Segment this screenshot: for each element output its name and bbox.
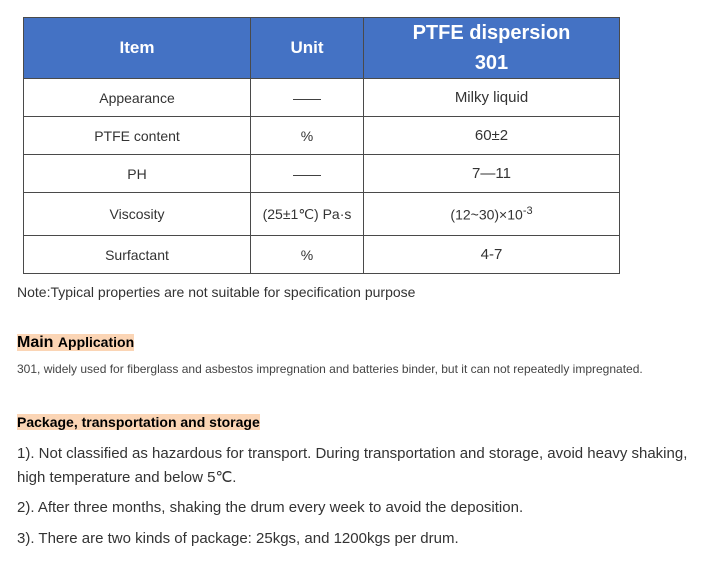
header-item: Item <box>24 18 251 79</box>
row-value: Milky liquid <box>364 79 620 117</box>
main-application-heading <box>17 334 134 352</box>
viscosity-exponent: -3 <box>522 205 533 218</box>
header-product-line1: PTFE dispersion <box>412 22 571 44</box>
viscosity-value: (12~30)×10 <box>450 206 523 223</box>
header-unit: Unit <box>251 18 364 79</box>
row-item: PH <box>24 155 251 193</box>
main-application-text: 301, widely used for fiberglass and asbestos impregnation and batteries binder, but it can not repeatedly impregnated. <box>17 362 643 376</box>
properties-table <box>23 17 620 274</box>
row-unit: % <box>251 236 364 274</box>
row-value: 60±2 <box>364 117 620 155</box>
package-heading <box>17 414 260 430</box>
table-row <box>24 236 620 274</box>
row-item: PTFE content <box>24 117 251 155</box>
table-row <box>24 155 620 193</box>
row-unit: (25±1℃) Pa·s <box>251 193 364 236</box>
row-unit: % <box>251 117 364 155</box>
table-row <box>24 117 620 155</box>
table-note: Note:Typical properties are not suitable for specification purpose <box>17 284 416 300</box>
package-heading-text: Package, transportation and storage <box>17 414 260 430</box>
row-item: Viscosity <box>24 193 251 236</box>
row-value <box>364 193 620 236</box>
main-application-heading-rest: Application <box>57 334 135 350</box>
row-unit: —— <box>251 79 364 117</box>
package-item: 1). Not classified as hazardous for transport. During transportation and storage, avoid heavy shaking, high temperature and below 5℃. <box>17 445 688 486</box>
package-item: 2). After three months, shaking the drum every week to avoid the deposition. <box>17 499 524 516</box>
table-row <box>24 193 620 236</box>
row-item: Surfactant <box>24 236 251 274</box>
header-product <box>364 18 620 79</box>
header-product-line2: 301 <box>474 52 509 74</box>
row-value: 4-7 <box>364 236 620 274</box>
row-unit: —— <box>251 155 364 193</box>
package-item: 3). There are two kinds of package: 25kgs, and 1200kgs per drum. <box>17 530 459 547</box>
row-item: Appearance <box>24 79 251 117</box>
table-header-row <box>24 18 620 79</box>
row-value: 7—11 <box>364 155 620 193</box>
main-application-heading-main: Main <box>17 334 54 351</box>
table-row <box>24 79 620 117</box>
